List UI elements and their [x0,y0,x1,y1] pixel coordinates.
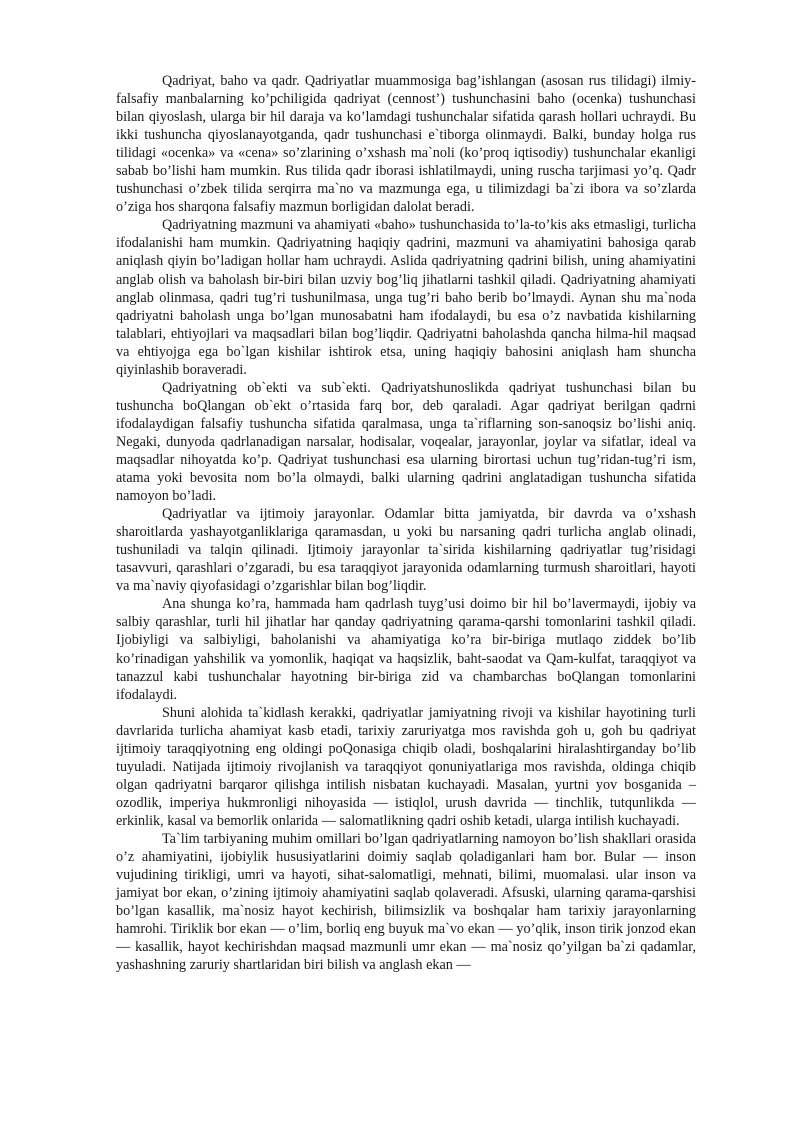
paragraph-talim-tarbiya: Ta`lim tarbiyaning muhim omillari bo’lgan qadriyatlarning namoyon bo’lish shakllari orasida o’z ahamiyatini, ijobiylik hususiyatlarini doimiy saqlab qoladiganlari ham bor. Bular — inson vujudining tirikligi, umri va hayoti, sihat-salomatligi, mehnati, bilimi, muomalasi. ular inson va jamiyat bor ekan, o’zining ijtimoiy ahamiyatini saqlab qolaveradi. Afsuski, ularning qarama-qarshisi bo’lgan kasallik, ma`nosiz hayot kechirish, bilimsizlik va boshqalar ham tarixiy jarayonlarning hamrohi. Tiriklik bor ekan — o’lim, borliq eng buyuk ma`vo ekan — yo’qlik, inson tirik jonzod ekan — kasallik, hayot kechirishdan maqsad mazmunli umr ekan — ma`nosiz qo’yilgan ba`zi qadamlar, yashashning zaruriy shartlaridan biri bilish va anglash ekan — [116,830,696,974]
paragraph-qadrlash-tuygusi: Ana shunga ko’ra, hammada ham qadrlash tuyg’usi doimo bir hil bo’lavermaydi, ijobiy va salbiy qarashlar, turli hil jihatlar har qanday qadriyatning qarama-qarshi tomonlarini tashkil qiladi. Ijobiyligi va salbiyligi, baholanishi va ahamiyatiga ko’ra bir-biriga mutlaqo ziddek bo’lib ko’rinadigan yahshilik va yomonlik, haqiqat va haqsizlik, baht-saodat va Qam-kulfat, taraqqiyot va tanazzul kabi tushunchalar hayotning bir-biriga zid va chambarchas boQlangan tomonlarini ifodalaydi. [116,596,696,703]
paragraph-mazmun-ahamiyat: Qadriyatning mazmuni va ahamiyati «baho» tushunchasida to’la-to’kis aks etmasligi, turlicha ifodalanishi ham mumkin. Qadriyatning haqiqiy qadrini, mazmuni va ahamiyatini bahosiga qarab aniqlash qiyin bo’ladigan hollar ham uchraydi. Aslida qadriyatning qadrini bilish, uning ahamiyatini anglab olish va baholash bir-biri bilan uzviy bog’liq jihatlarni tashkil qiladi. Qadriyatning ahamiyati anglab olinmasa, qadri tug’ri tushunilmasa, unga tug’ri baho berib bo’lmaydi. Aynan shu ma`noda qadriyatni baholash unga bo’lgan munosabatni ham ifodalaydi, bu esa o’z navbatida kishilarning talablari, ehtiyojlari va maqsadlari bilan bog’liqdir. Qadriyatni baholashda qancha hilma-hil maqsad va ehtiyojga ega bo`lgan kishilar ishtirok etsa, uning haqiqiy bahosini aniqlash ham shuncha qiyinlashib boraveradi. [116,217,696,378]
paragraph-obekt-subekt: Qadriyatning ob`ekti va sub`ekti. Qadriyatshunoslikda qadriyat tushunchasi bilan bu tushuncha boQlangan ob`ekt o’rtasida farq bor, deb qaraladi. Agar qadriyat berilgan qadrni ifodalaydigan falsafiy tushuncha sifatida qaralmasa, unga ta`riflarning son-sanoqsiz bo’lishi aniq. Negaki, dunyoda qadrlanadigan narsalar, hodisalar, voqealar, jarayonlar, joylar va sifatlar, ideal va maqsadlar nihoyatda ko’p. Qadriyat tushunchasi esa ularning birortasi uchun tug’ridan-tug’ri ism, atama yoki bevosita nom bo’la olmaydi, balki ularning qadrini anglatadigan tushuncha sifatida namoyon bo’ladi. [116,379,696,505]
paragraph-tarixiy-zaruriyat: Shuni alohida ta`kidlash kerakki, qadriyatlar jamiyatning rivoji va kishilar hayotining turli davrlarida turlicha ahamiyat kasb etadi, tarixiy zaruriyatga mos ravishda goh u, goh bu qadriyat ijtimoiy taraqqiyotning eng oldingi poQonasiga chiqib oladi, boshqalarini hiralashtirganday bo’lib tuyuladi. Natijada ijtimoiy rivojlanish va taraqqiyot qonuniyatlariga mos ravishda, oldinga chiqib olgan qadriyatni barqaror qilishga intilish nisbatan kuchayadi. Masalan, yurtni yov bosganida – ozodlik, imperiya hukmronligi nihoyasida — istiqlol, urush davrida — tinchlik, tutqunlikda — erkinlik, kasal va bemorlik onlarida — salomatlikning qadri oshib ketadi, ularga intilish kuchayadi. [116,704,696,829]
paragraph-ijtimoiy-jarayonlar: Qadriyatlar va ijtimoiy jarayonlar. Odamlar bitta jamiyatda, bir davrda va o’xshash sharoitlarda yashayotganliklariga qaramasdan, u yoki bu narsaning qadri turlicha anglab olinadi, tushuniladi va talqin qilinadi. Ijtimoiy jarayonlar ta`sirida kishilarning qadriyatlar tug’risidagi tasavvuri, qarashlari o’zgaradi, bu esa taraqqiyot jarayonida odamlarning turmush sharoitlari, hayoti va ma`naviy qiyofasidagi o’zgarishlar bilan bog’liqdir. [116,506,696,595]
paragraph-qadriyat-baho-qadr: Qadriyat, baho va qadr. Qadriyatlar muammosiga bag’ishlangan (asosan rus tilidagi) ilmiy-falsafiy manbalarning ko’pchiligida qadriyat (cennost’) tushunchasini baho (ocenka) tushunchasi bilan qiyoslash, ularga bir hil daraja va ko’lamdagi tushunchalar sifatida qarash hollari uchraydi. Bu ikki tushuncha qiyoslanayotganda, qadr tushunchasi e`tiborga olinmaydi. Balki, bunday holga rus tilidagi «ocenka» va «cena» so’zlarining o’xshash ma`noli (ko’proq iqtisodiy) tushunchalar ekanligi sabab bo’lishi ham mumkin. Rus tilida qadr iborasi ishlatilmaydi, uning ruscha tarjimasi yo’q. Qadr tushunchasi o’zbek tilida serqirra ma`no va mazmunga ega, u tilimizdagi ba`zi ibora va so’zlarda o’ziga hos sharqona falsafiy mazmun borligidan dalolat beradi. [116,73,696,216]
